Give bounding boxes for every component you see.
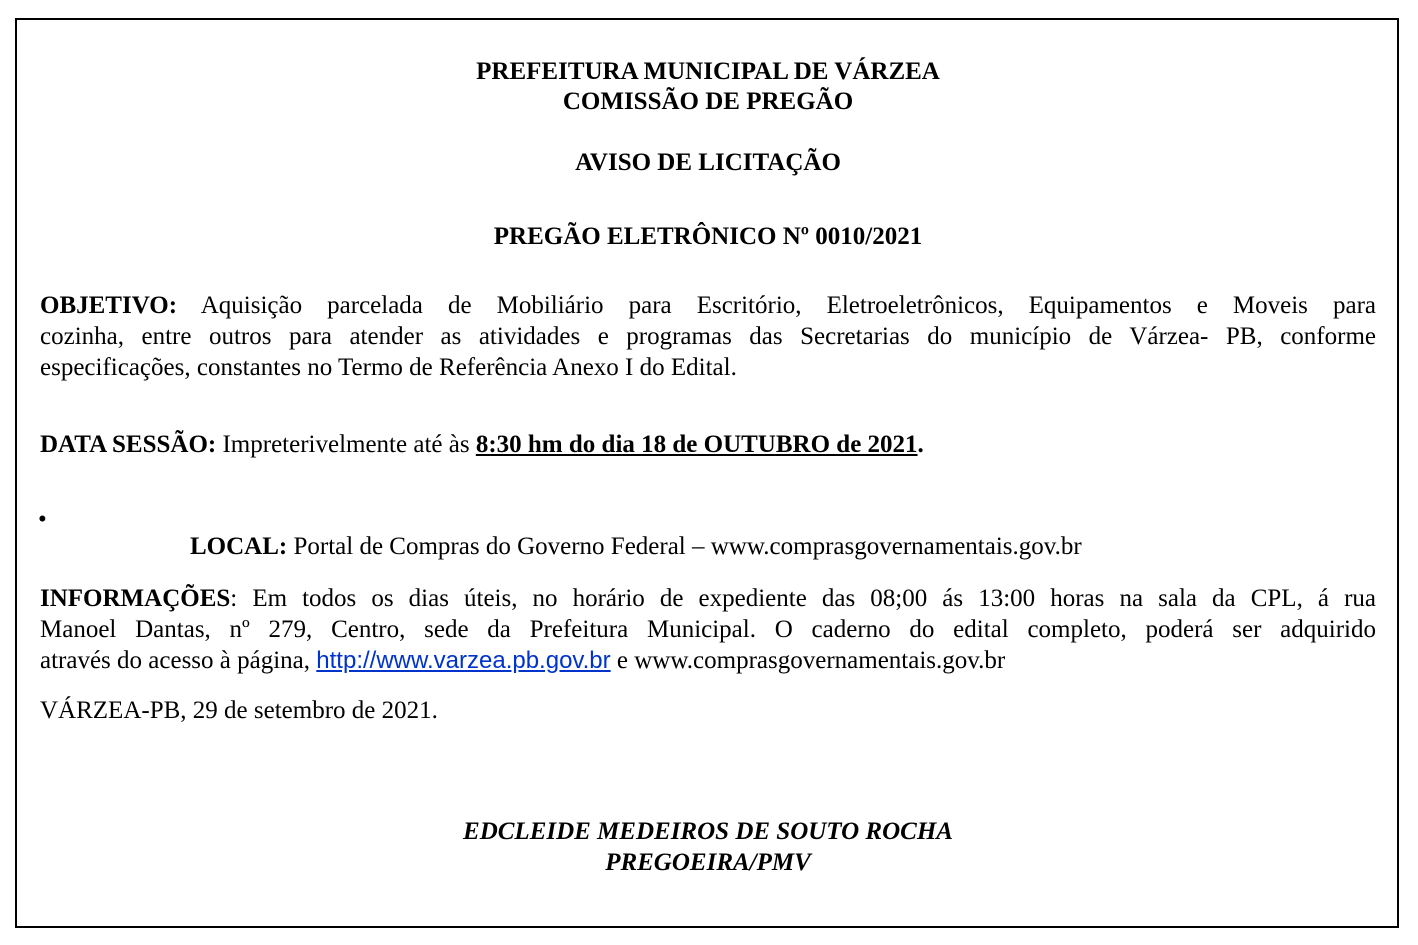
local-label: LOCAL: xyxy=(190,533,288,560)
commission-title: COMISSÃO DE PREGÃO xyxy=(562,88,854,115)
data-sessao xyxy=(40,429,1376,461)
varzea-website-link[interactable]: http://www.varzea.pb.gov.br xyxy=(316,647,611,674)
process-title: PREGÃO ELETRÔNICO Nº 0010/2021 xyxy=(493,223,923,250)
bullet-point: • xyxy=(38,506,47,533)
informacoes-label: INFORMAÇÕES xyxy=(40,585,231,612)
objetivo-label: OBJETIVO: xyxy=(40,292,178,319)
objetivo-line-2: cozinha, entre outros para atender as atividades e programas das Secretarias do município de Várzea- PB, conforme xyxy=(40,323,1376,350)
informacoes-text-1: : Em todos os dias úteis, no horário de expediente das 08;00 ás 13:00 horas na sala da CPL, á rua xyxy=(230,585,1376,612)
informacoes-suffix: e www.comprasgovernamentais.gov.br xyxy=(616,647,1006,674)
informacoes-prefix: através do acesso à página, xyxy=(40,647,311,674)
signature-role: PREGOEIRA/PMV xyxy=(605,849,811,876)
informacoes-line-1 xyxy=(40,583,1376,615)
signature-name: EDCLEIDE MEDEIROS DE SOUTO ROCHA xyxy=(463,818,953,845)
objetivo-text-1: Aquisição parcelada de Mobiliário para Escritório, Eletroeletrônicos, Equipamentos e Moveis para xyxy=(200,292,1376,319)
objetivo-line-3: especificações, constantes no Termo de Referência Anexo I do Edital. xyxy=(40,354,737,381)
data-sessao-label: DATA SESSÃO: xyxy=(40,431,217,458)
place-date: VÁRZEA-PB, 29 de setembro de 2021. xyxy=(40,697,438,724)
data-sessao-datetime: 8:30 hm do dia 18 de OUTUBRO de 2021 xyxy=(475,431,918,458)
objetivo-line-1 xyxy=(40,290,1376,322)
notice-title: AVISO DE LICITAÇÃO xyxy=(575,149,841,176)
org-title: PREFEITURA MUNICIPAL DE VÁRZEA xyxy=(476,58,940,85)
informacoes-line-2: Manoel Dantas, nº 279, Centro, sede da Prefeitura Municipal. O caderno do edital completo, poderá ser adquirido xyxy=(40,616,1376,643)
local-line xyxy=(190,531,1376,563)
informacoes-line-3 xyxy=(40,645,1376,677)
data-sessao-text: Impreterivelmente até às xyxy=(222,431,470,458)
local-text: Portal de Compras do Governo Federal – www.comprasgovernamentais.gov.br xyxy=(293,533,1082,560)
data-sessao-end: . xyxy=(917,431,924,458)
